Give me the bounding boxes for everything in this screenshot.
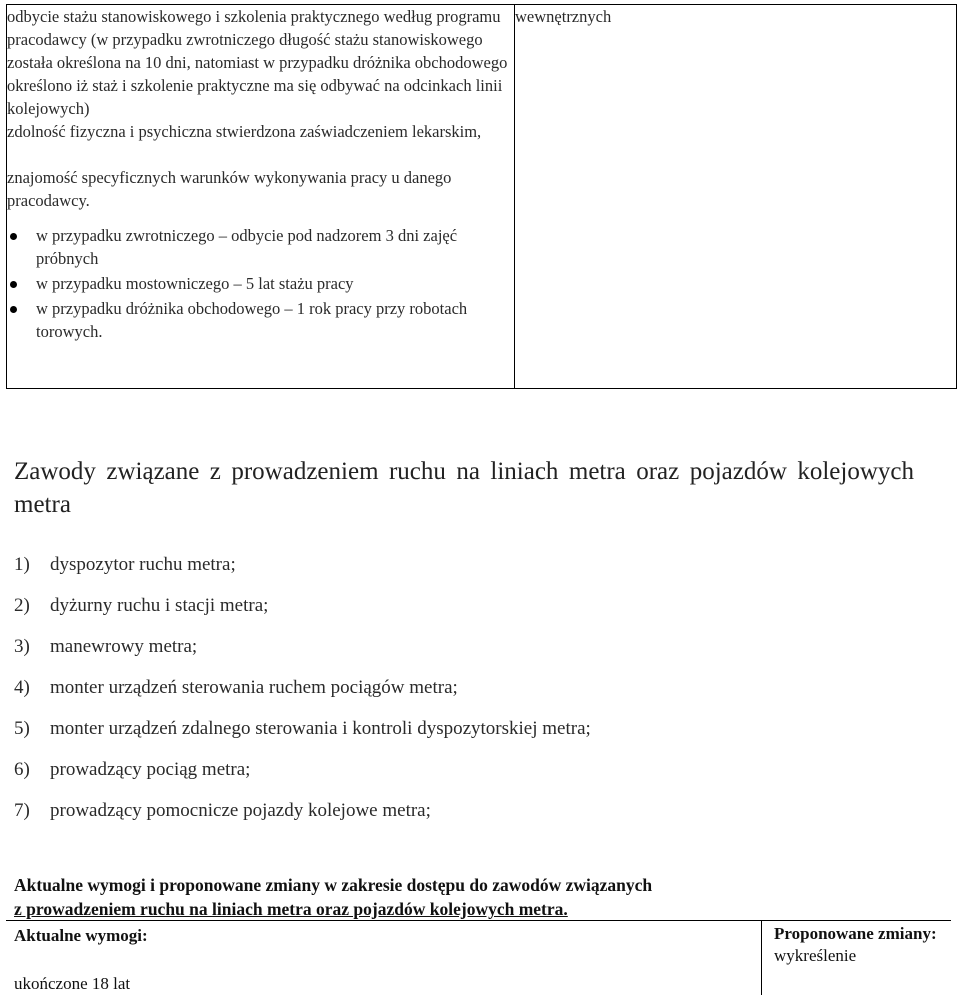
paragraph-internship: odbycie stażu stanowiskowego i szkolenia praktycznego według programu pracodawcy (w przypadku zwrotniczego długość stażu stanowiskowego została określona na 10 dni, natomiast w przypadku dróżnika obchodowego określono iż staż i szkolenie praktyczne ma się odbywać na odcinkach linii kolejowych) xyxy=(7,5,514,120)
list-item: 5) monter urządzeń zdalnego sterowania i kontroli dyspozytorskiej metra; xyxy=(14,717,591,758)
bullet-item: w przypadku zwrotniczego – odbycie pod nadzorem 3 dni zajęć próbnych xyxy=(7,224,514,270)
list-item: 4) monter urządzeń sterowania ruchem pociągów metra; xyxy=(14,676,591,717)
requirement-value: ukończone 18 lat xyxy=(14,973,761,995)
bullet-icon xyxy=(10,306,17,313)
bullet-icon xyxy=(10,233,17,240)
list-item: 2) dyżurny ruchu i stacji metra; xyxy=(14,594,591,635)
proposed-changes-column xyxy=(762,921,952,995)
right-cell-text: wewnętrznych xyxy=(515,7,611,26)
professions-list xyxy=(14,553,591,840)
change-value: wykreślenie xyxy=(774,945,951,967)
list-item: 3) manewrowy metra; xyxy=(14,635,591,676)
section-heading: Zawody związane z prowadzeniem ruchu na liniach metra oraz pojazdów kolejowych metra xyxy=(14,455,914,521)
current-requirements-cell xyxy=(7,5,515,389)
paragraph-medical: zdolność fizyczna i psychiczna stwierdzona zaświadczeniem lekarskim, xyxy=(7,120,514,143)
column-header-proposed: Proponowane zmiany: xyxy=(774,923,951,945)
column-header-current: Aktualne wymogi: xyxy=(14,925,761,947)
subheading-line-1: Aktualne wymogi i proponowane zmiany w zakresie dostępu do zawodów związanych xyxy=(14,875,652,895)
section-subheading xyxy=(14,873,914,921)
list-item: 1) dyspozytor ruchu metra; xyxy=(14,553,591,594)
current-requirements-column xyxy=(6,921,762,995)
list-item: 6) prowadzący pociąg metra; xyxy=(14,758,591,799)
paragraph-conditions: znajomość specyficznych warunków wykonywania pracy u danego pracodawcy. xyxy=(7,166,514,212)
requirements-table-upper xyxy=(6,4,957,389)
subheading-line-2: z prowadzeniem ruchu na liniach metra oraz pojazdów kolejowych metra. xyxy=(14,899,568,919)
bullet-icon xyxy=(10,281,17,288)
proposed-changes-cell xyxy=(515,5,957,389)
list-item: 7) prowadzący pomocnicze pojazdy kolejowe metra; xyxy=(14,799,591,840)
bullet-item: w przypadku mostowniczego – 5 lat stażu pracy xyxy=(7,272,514,295)
bullet-list xyxy=(7,224,514,343)
requirements-table-lower xyxy=(6,920,951,995)
bullet-item: w przypadku dróżnika obchodowego – 1 rok pracy przy robotach torowych. xyxy=(7,297,514,343)
